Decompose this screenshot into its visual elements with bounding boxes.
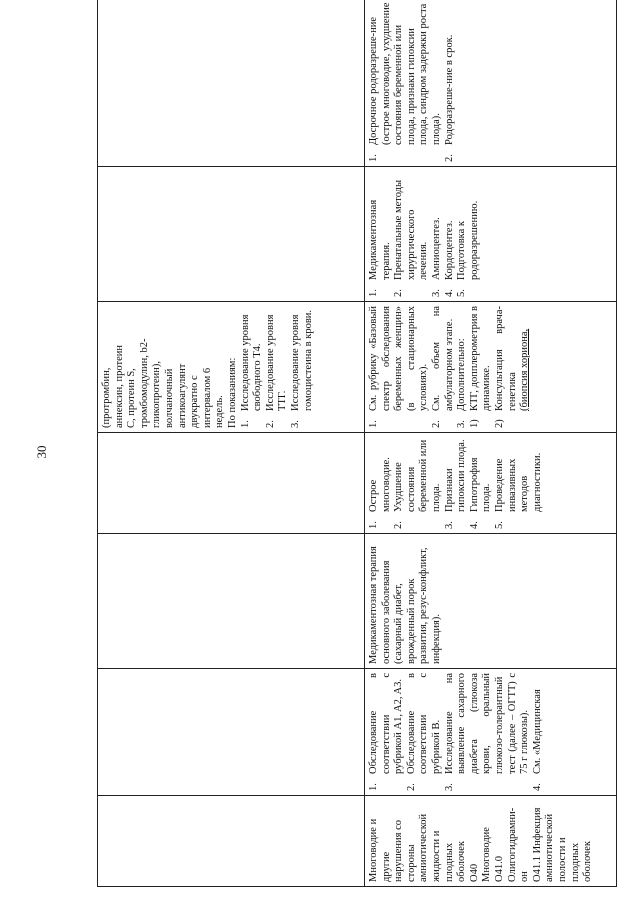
list-item (431, 171, 444, 297)
list-item (393, 437, 443, 529)
list-item-text: Обследование в соответствии с рубрикой A1, A2, A3. (368, 673, 405, 774)
rotated-table-wrapper (97, 2, 617, 887)
list-item-number: 2. (443, 154, 455, 162)
cell-empty (98, 669, 365, 796)
table-row-polyhydramnios (365, 0, 617, 887)
text-line: стороны (405, 844, 417, 882)
list-item-text: См. объем на амбулаторном этапе. (430, 306, 455, 411)
list-item-text: Исследование уровня свободного T4. (239, 314, 264, 411)
list-item-number: 3. (289, 420, 301, 428)
text-line: (протромбин, (101, 367, 112, 428)
list-item (240, 306, 265, 428)
list-item (368, 306, 431, 428)
text-line: Олигогидрамни- (506, 807, 518, 882)
list-item-number: 4. (468, 521, 480, 529)
list-item-text: КТГ, допплерометрия в динамике. (468, 306, 493, 411)
list-item-text: Острое многоводие. (368, 457, 392, 512)
text-line: аннексин, протеин (113, 344, 125, 428)
list-item-number: 4. (443, 289, 455, 297)
list-item (469, 306, 494, 428)
list-item-text: Дополнительно: (456, 338, 468, 411)
list-item (444, 2, 457, 162)
list-item-text: См. рубрику «Базовый спектр обследования беременных женщин» (в стационарных условиях). (368, 306, 430, 411)
list-item (368, 171, 393, 297)
list-item-text: Подготовка к родоразрешению. (456, 200, 480, 280)
list-item-number: 5. (456, 289, 468, 297)
text-line: недель. (214, 395, 226, 428)
outpatient-treatment-text: Медикаментозная терапия основного заболевания (сахарный диабет, врожденный порок развития, резус-конфликт, инфекция). (368, 546, 442, 664)
list-item (456, 171, 481, 297)
cell-empty (98, 534, 365, 669)
cell-empty (98, 167, 365, 302)
list-item-number: 2. (393, 521, 405, 529)
text-line: Многоводие (481, 827, 493, 882)
cell-outpatient-treatment (365, 534, 617, 669)
text-line: интервалом 6 (201, 367, 213, 428)
text-line: тромбомодулин, b2- (138, 338, 150, 428)
list-item-number: 1. (368, 783, 379, 791)
list-item-text: Амниоцентез. (430, 217, 442, 280)
list-item-text: Исследование уровня ТТГ. (264, 314, 289, 411)
list-item-text: Исследование на выявление сахарного диабета (глюкоза крови, оральный глюкозо-толерантный тест (далее – ОГТТ) с 75 г глюкозы). (443, 673, 531, 774)
list-item-number: 1. (368, 521, 379, 529)
list-item-number: 4. (531, 783, 543, 791)
text-line: нарушения со (393, 820, 405, 882)
list-item-text: Обследование в соответствии с рубрикой B. (405, 673, 442, 774)
list-item-text: Пренатальные методы хирургического лечения. (393, 179, 430, 280)
diagnosis-text (368, 800, 594, 882)
list-item-number: 3. (443, 521, 455, 529)
list-item-text: Ухудшение состояния беременной или плода. (393, 439, 442, 512)
list-item (469, 437, 494, 529)
hospitalization-indications-list (368, 437, 543, 529)
list-item (444, 171, 457, 297)
table-row-continuation (98, 0, 365, 887)
list-item-text: Досрочное родоразреше-ние (острое многоводие, ухудшение состояния беременной или плода, признаки гипоксии плода, синдром задержки роста плода). (368, 2, 442, 145)
list-item-text: Гипотрофия плода. (468, 457, 493, 512)
outpatient-exam-list (368, 673, 543, 791)
list-item-number: 2. (430, 420, 442, 428)
list-item (431, 306, 456, 428)
list-item (406, 673, 444, 791)
inpatient-exam-list (368, 306, 532, 428)
list-item-number: 3. (430, 289, 442, 297)
text-line: C, протеин S, (126, 368, 138, 428)
diagnostics-continuation-text (101, 306, 314, 428)
list-item (532, 673, 545, 791)
list-item-number: 1. (239, 420, 251, 428)
cell-outpatient-exam (365, 669, 617, 796)
cell-hospitalization-indications (365, 433, 617, 534)
cell-diagnostics-continuation (98, 302, 365, 433)
text-line: По показаниям: (226, 357, 238, 428)
list-item-number: 2. (264, 420, 276, 428)
list-item (444, 673, 532, 791)
list-item-number: 1. (368, 154, 379, 162)
list-item-text: (биопсия хориона, (519, 328, 531, 411)
list-item (494, 306, 519, 428)
cell-empty (98, 433, 365, 534)
text-line: оболочек (456, 841, 468, 882)
delivery-list (368, 2, 456, 162)
text-line: жидкости и (430, 830, 442, 882)
text-line: гликопротеин), (151, 360, 163, 428)
list-item-number: 3. (456, 420, 468, 428)
cell-diagnosis (365, 796, 617, 887)
text-line: волчаночный (163, 368, 175, 428)
list-item-number: 5. (493, 521, 505, 529)
cell-inpatient-exam (365, 302, 617, 433)
list-item-number: 2. (393, 289, 405, 297)
inpatient-treatment-list (368, 171, 481, 297)
page-number: 30 (34, 445, 49, 459)
list-item-number: 1. (368, 289, 379, 297)
cell-empty (98, 0, 365, 167)
text-line: двукратно с (189, 375, 201, 428)
list-item (456, 306, 469, 428)
list-item-number (519, 411, 532, 428)
list-item-number: 2. (405, 783, 417, 791)
text-line: O41.1 Инфекция (531, 807, 543, 882)
list-item (265, 306, 290, 428)
text-line: он (519, 871, 531, 882)
text-line: амниотической (544, 813, 556, 882)
clinical-protocol-table (97, 0, 617, 887)
list-item-text: См. «Медицинская (531, 689, 543, 774)
list-item-text: Родоразреше-ние в срок. (443, 34, 455, 145)
list-item (368, 673, 406, 791)
list-item-text: Исследование уровня гомоцистеина в крови. (289, 309, 314, 411)
list-item (290, 306, 315, 428)
cell-inpatient-treatment (365, 167, 617, 302)
list-item-number: 2) (493, 419, 505, 428)
list-item (368, 2, 444, 162)
list-item-number: 1) (468, 419, 480, 428)
text-line: другие (380, 851, 392, 882)
text-line: полости и (556, 837, 568, 882)
text-line: плодных (443, 842, 455, 882)
text-line: амниотической (418, 813, 430, 882)
text-line: O40 (468, 863, 480, 882)
list-item-text: Медикаментозная терапия. (368, 199, 392, 280)
list-item-number: 3. (443, 783, 455, 791)
list-item-number: 1. (368, 420, 379, 428)
list-item (494, 437, 544, 529)
text-line: Многоводие и (368, 818, 379, 882)
text-line: O41.0 (493, 856, 505, 882)
list-item (393, 171, 431, 297)
cell-delivery (365, 0, 617, 167)
text-line: плодных (569, 842, 581, 882)
list-item-text: Признаки гипоксии плода. (443, 439, 468, 512)
list-item (444, 437, 469, 529)
list-item-text: Проведение инвазивных методов диагностики. (493, 452, 543, 512)
text-line: оболочек (582, 841, 594, 882)
list-item (519, 306, 532, 428)
text-line: антикоагулянт (176, 363, 188, 428)
list-item-text: Консультация врача-генетика (493, 306, 518, 411)
list-item-text: Кордоцентез. (443, 220, 455, 280)
list-item (368, 437, 393, 529)
cell-empty (98, 796, 365, 887)
